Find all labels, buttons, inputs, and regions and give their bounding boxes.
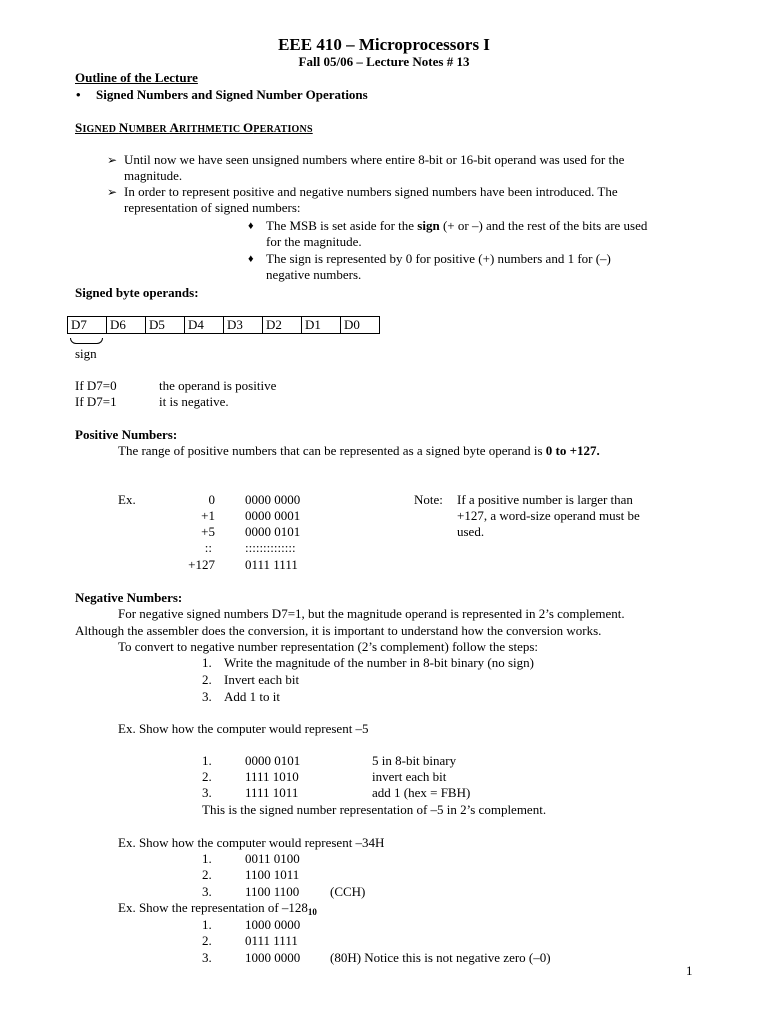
section-title-part: N xyxy=(118,120,129,135)
example3-heading-subscript: 10 xyxy=(307,907,317,917)
section-title-part: A xyxy=(169,120,180,135)
bit-cell: D1 xyxy=(302,317,341,334)
sign-repr-line1: The sign is represented by 0 for positive (+) numbers and 1 for (–) xyxy=(266,251,611,266)
step-number: 1. xyxy=(202,655,212,670)
ex2-num: 3. xyxy=(202,884,212,899)
signed-byte-heading: Signed byte operands: xyxy=(75,285,199,300)
sign-rule-bold: sign xyxy=(417,218,440,233)
bit-cell: D3 xyxy=(224,317,263,334)
bit-layout-table xyxy=(67,316,380,334)
section-title-part: RITHMETIC xyxy=(179,124,243,135)
example1-heading: Ex. Show how the computer would represent –5 xyxy=(118,721,369,736)
ex3-num: 3. xyxy=(202,950,212,965)
cond2-left: If D7=1 xyxy=(75,394,117,409)
example2-heading: Ex. Show how the computer would represent –34H xyxy=(118,835,385,850)
outline-item: Signed Numbers and Signed Number Operations xyxy=(96,87,368,102)
ex1-note: 5 in 8-bit binary xyxy=(372,753,457,768)
pos-num: 0 xyxy=(208,492,215,507)
intro-p1-line1: Until now we have seen unsigned numbers where entire 8-bit or 16-bit operand was used for the xyxy=(124,152,625,167)
pos-num: :: xyxy=(204,540,212,555)
ex1-bin: 0000 0101 xyxy=(245,753,301,768)
ex1-num: 2. xyxy=(202,769,212,784)
step-text: Write the magnitude of the number in 8-bit binary (no sign) xyxy=(224,655,534,670)
pos-bin: 0000 0101 xyxy=(245,524,301,539)
section-title-part: O xyxy=(242,120,254,135)
ex2-note: (CCH) xyxy=(330,884,366,899)
bit-cell: D6 xyxy=(107,317,146,334)
section-title xyxy=(75,120,313,138)
ex2-bin: 0011 0100 xyxy=(245,851,300,866)
section-title-part: UMBER xyxy=(128,124,170,135)
note-label: Note: xyxy=(414,492,443,507)
ex3-num: 1. xyxy=(202,917,212,932)
step-text: Invert each bit xyxy=(224,672,300,687)
pos-num: +127 xyxy=(188,557,215,572)
step-number: 2. xyxy=(202,672,212,687)
arrow-bullet-icon: ➢ xyxy=(107,153,118,167)
ex2-bin: 1100 1100 xyxy=(245,884,300,899)
outline-bullet: • xyxy=(76,87,81,102)
ex1-note: invert each bit xyxy=(372,769,447,784)
section-title-part: IGNED xyxy=(82,124,119,135)
ex1-conclusion: This is the signed number representation of –5 in 2’s complement. xyxy=(202,802,547,817)
bit-cell: D2 xyxy=(263,317,302,334)
ex-label: Ex. xyxy=(118,492,136,507)
positive-range-bold: 0 to +127. xyxy=(545,443,600,458)
ex1-num: 1. xyxy=(202,753,212,768)
diamond-bullet-icon: ♦ xyxy=(248,220,254,232)
ex1-note: add 1 (hex = FBH) xyxy=(372,785,471,800)
section-title-part: PERATIONS xyxy=(253,124,313,135)
ex2-bin: 1100 1011 xyxy=(245,867,300,882)
negative-heading: Negative Numbers: xyxy=(75,590,183,605)
bit-cell: D5 xyxy=(146,317,185,334)
negative-line2: Although the assembler does the conversion, it is important to understand how the conversion works. xyxy=(75,623,602,638)
outline-heading: Outline of the Lecture xyxy=(75,70,198,85)
pos-num: +1 xyxy=(201,508,215,523)
ex3-bin: 1000 0000 xyxy=(245,950,301,965)
bit-cell: D7 xyxy=(68,317,107,334)
bit-cell: D4 xyxy=(185,317,224,334)
intro-p2-line2: representation of signed numbers: xyxy=(124,200,301,215)
ex3-bin: 1000 0000 xyxy=(245,917,301,932)
pos-num: +5 xyxy=(201,524,215,539)
sign-rule-text: (+ or –) and the rest of the bits are used xyxy=(439,218,648,233)
sign-rule-line2: for the magnitude. xyxy=(266,234,362,249)
sign-rule-text: The MSB is set aside for the xyxy=(266,218,418,233)
ex3-bin: 0111 1111 xyxy=(245,933,298,948)
sign-brace xyxy=(70,338,103,344)
step-number: 3. xyxy=(202,689,212,704)
cond1-right: the operand is positive xyxy=(159,378,277,393)
ex3-num: 2. xyxy=(202,933,212,948)
pos-bin: 0000 0001 xyxy=(245,508,301,523)
pos-bin: :::::::::::::: xyxy=(245,540,296,555)
note-line: +127, a word-size operand must be xyxy=(457,508,640,523)
pos-bin: 0000 0000 xyxy=(245,492,301,507)
page-title: EEE 410 – Microprocessors I xyxy=(278,35,490,54)
note-line: used. xyxy=(457,524,485,539)
page-number: 1 xyxy=(686,963,693,978)
step-text: Add 1 to it xyxy=(224,689,280,704)
bit-cell: D0 xyxy=(341,317,380,334)
ex1-bin: 1111 1011 xyxy=(245,785,299,800)
note-line: If a positive number is larger than xyxy=(457,492,633,507)
positive-range xyxy=(118,443,600,459)
arrow-bullet-icon: ➢ xyxy=(107,185,118,199)
ex2-num: 2. xyxy=(202,867,212,882)
cond1-left: If D7=0 xyxy=(75,378,117,393)
positive-heading: Positive Numbers: xyxy=(75,427,178,442)
pos-bin: 0111 1111 xyxy=(245,557,298,572)
sign-repr-line2: negative numbers. xyxy=(266,267,362,282)
section-title-part: S xyxy=(75,120,83,135)
intro-p1-line2: magnitude. xyxy=(124,168,183,183)
ex1-num: 3. xyxy=(202,785,212,800)
cond2-right: it is negative. xyxy=(159,394,229,409)
intro-p2-line1: In order to represent positive and negative numbers signed numbers have been introduced. The xyxy=(124,184,618,199)
ex2-num: 1. xyxy=(202,851,212,866)
ex1-bin: 1111 1010 xyxy=(245,769,299,784)
negative-line3: To convert to negative number representation (2’s complement) follow the steps: xyxy=(118,639,539,654)
negative-line1: For negative signed numbers D7=1, but the magnitude operand is represented in 2’s complement. xyxy=(118,606,625,621)
page-subtitle: Fall 05/06 – Lecture Notes # 13 xyxy=(298,54,470,69)
sign-label: sign xyxy=(75,346,97,361)
positive-range-text: The range of positive numbers that can be represented as a signed byte operand is xyxy=(118,443,546,458)
ex3-note: (80H) Notice this is not negative zero (–0) xyxy=(330,950,551,965)
sign-rule-line1 xyxy=(266,218,647,234)
diamond-bullet-icon: ♦ xyxy=(248,253,254,265)
example3-heading-text: Ex. Show the representation of –128 xyxy=(118,900,308,915)
